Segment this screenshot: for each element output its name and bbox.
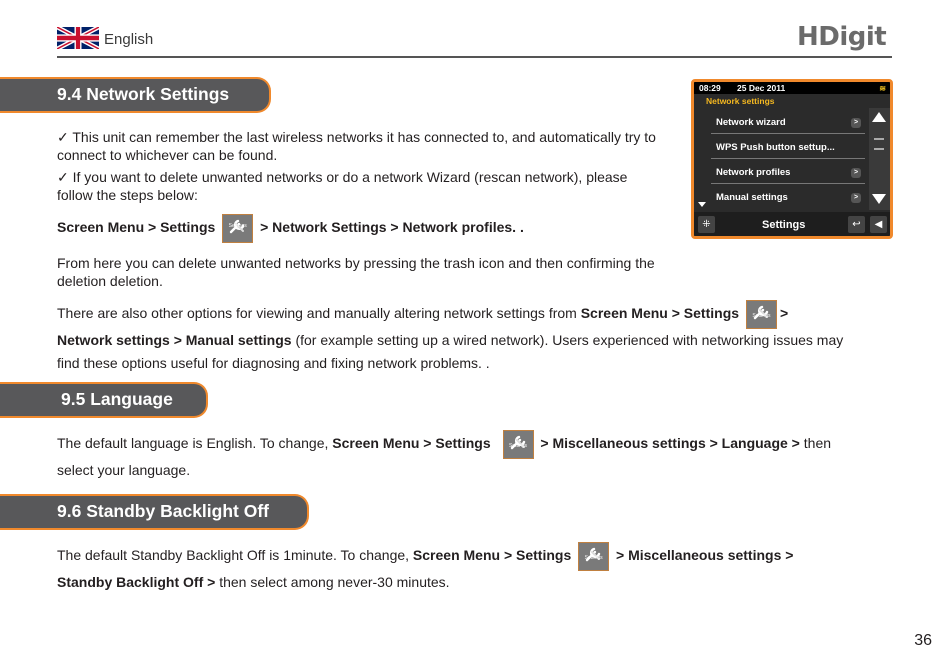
device-item-network-profiles: Network profiles >: [711, 162, 865, 184]
settings-icon: Settings: [503, 430, 534, 459]
section-header-language: 9.5 Language: [0, 382, 208, 418]
device-screen-title: Network settings: [706, 96, 775, 106]
paragraph-standby-backlight: The default Standby Backlight Off is 1minute. To change, Screen Menu > Settings Settings > Miscellaneous settings > Standby Backlight Off > then select among never-30 minutes.: [57, 542, 847, 594]
device-scrollbar: [869, 108, 890, 210]
device-item-manual-settings: Manual settings >: [711, 187, 865, 209]
scroll-more-icon: [698, 202, 706, 207]
paragraph-manual-settings: There are also other options for viewing and manually altering network settings from Screen Menu > Settings Settings > Network settings > Manual settings (for example setting up a wired network). Users experienced with networking issues may find these options useful for diagnosing and fixing network problems. .: [57, 300, 847, 374]
device-time: 08:29: [699, 83, 721, 93]
menu-path-network-profiles: Screen Menu > Settings Settings > Network Settings > Network profiles. .: [57, 213, 757, 243]
settings-icon: Settings: [578, 542, 609, 571]
chevron-right-icon: >: [851, 168, 861, 178]
check-icon: ✓: [57, 129, 69, 145]
arrow-down-icon: [872, 194, 886, 204]
device-status-bar: [694, 82, 890, 94]
device-date: 25 Dec 2011: [737, 83, 786, 93]
check-icon: ✓: [57, 169, 69, 185]
section-header-network-settings: 9.4 Network Settings: [0, 77, 271, 113]
bullet-remember-networks: ✓ This unit can remember the last wireless networks it has connected to, and automatically try to connect to whichever can be found.: [57, 129, 656, 163]
settings-icon: Settings: [222, 214, 253, 243]
bullet-delete-networks: ✓ If you want to delete unwanted networks or do a network Wizard (rescan network), please follow the steps below:: [57, 169, 628, 203]
volume-icon: ◀: [870, 216, 887, 233]
paragraph-delete-networks: From here you can delete unwanted networks by pressing the trash icon and then confirming the deletion deletion.: [57, 255, 655, 289]
device-item-wps: WPS Push button settup...: [711, 137, 865, 159]
settings-icon: Settings: [746, 300, 777, 329]
brand-logo: HDigit: [797, 22, 887, 52]
menu-lines-icon: [874, 138, 884, 150]
section-header-standby-backlight: 9.6 Standby Backlight Off: [0, 494, 309, 530]
chevron-right-icon: >: [851, 118, 861, 128]
arrow-up-icon: [872, 112, 886, 122]
wifi-icon: ≋: [879, 84, 886, 93]
paragraph-language: The default language is English. To change, Screen Menu > Settings Settings > Miscellaneous settings > Language > then select your language.: [57, 430, 847, 482]
device-bottom-label: Settings: [762, 219, 806, 231]
back-icon: ↩: [848, 216, 865, 233]
home-grid-icon: ⁜: [698, 216, 715, 233]
device-item-network-wizard: Network wizard >: [711, 112, 865, 134]
device-screenshot: [691, 79, 893, 239]
language-label: English: [104, 31, 154, 48]
page-number: 36: [914, 632, 932, 649]
header-divider: [57, 56, 892, 58]
uk-flag-icon: [57, 27, 99, 49]
chevron-right-icon: >: [851, 193, 861, 203]
